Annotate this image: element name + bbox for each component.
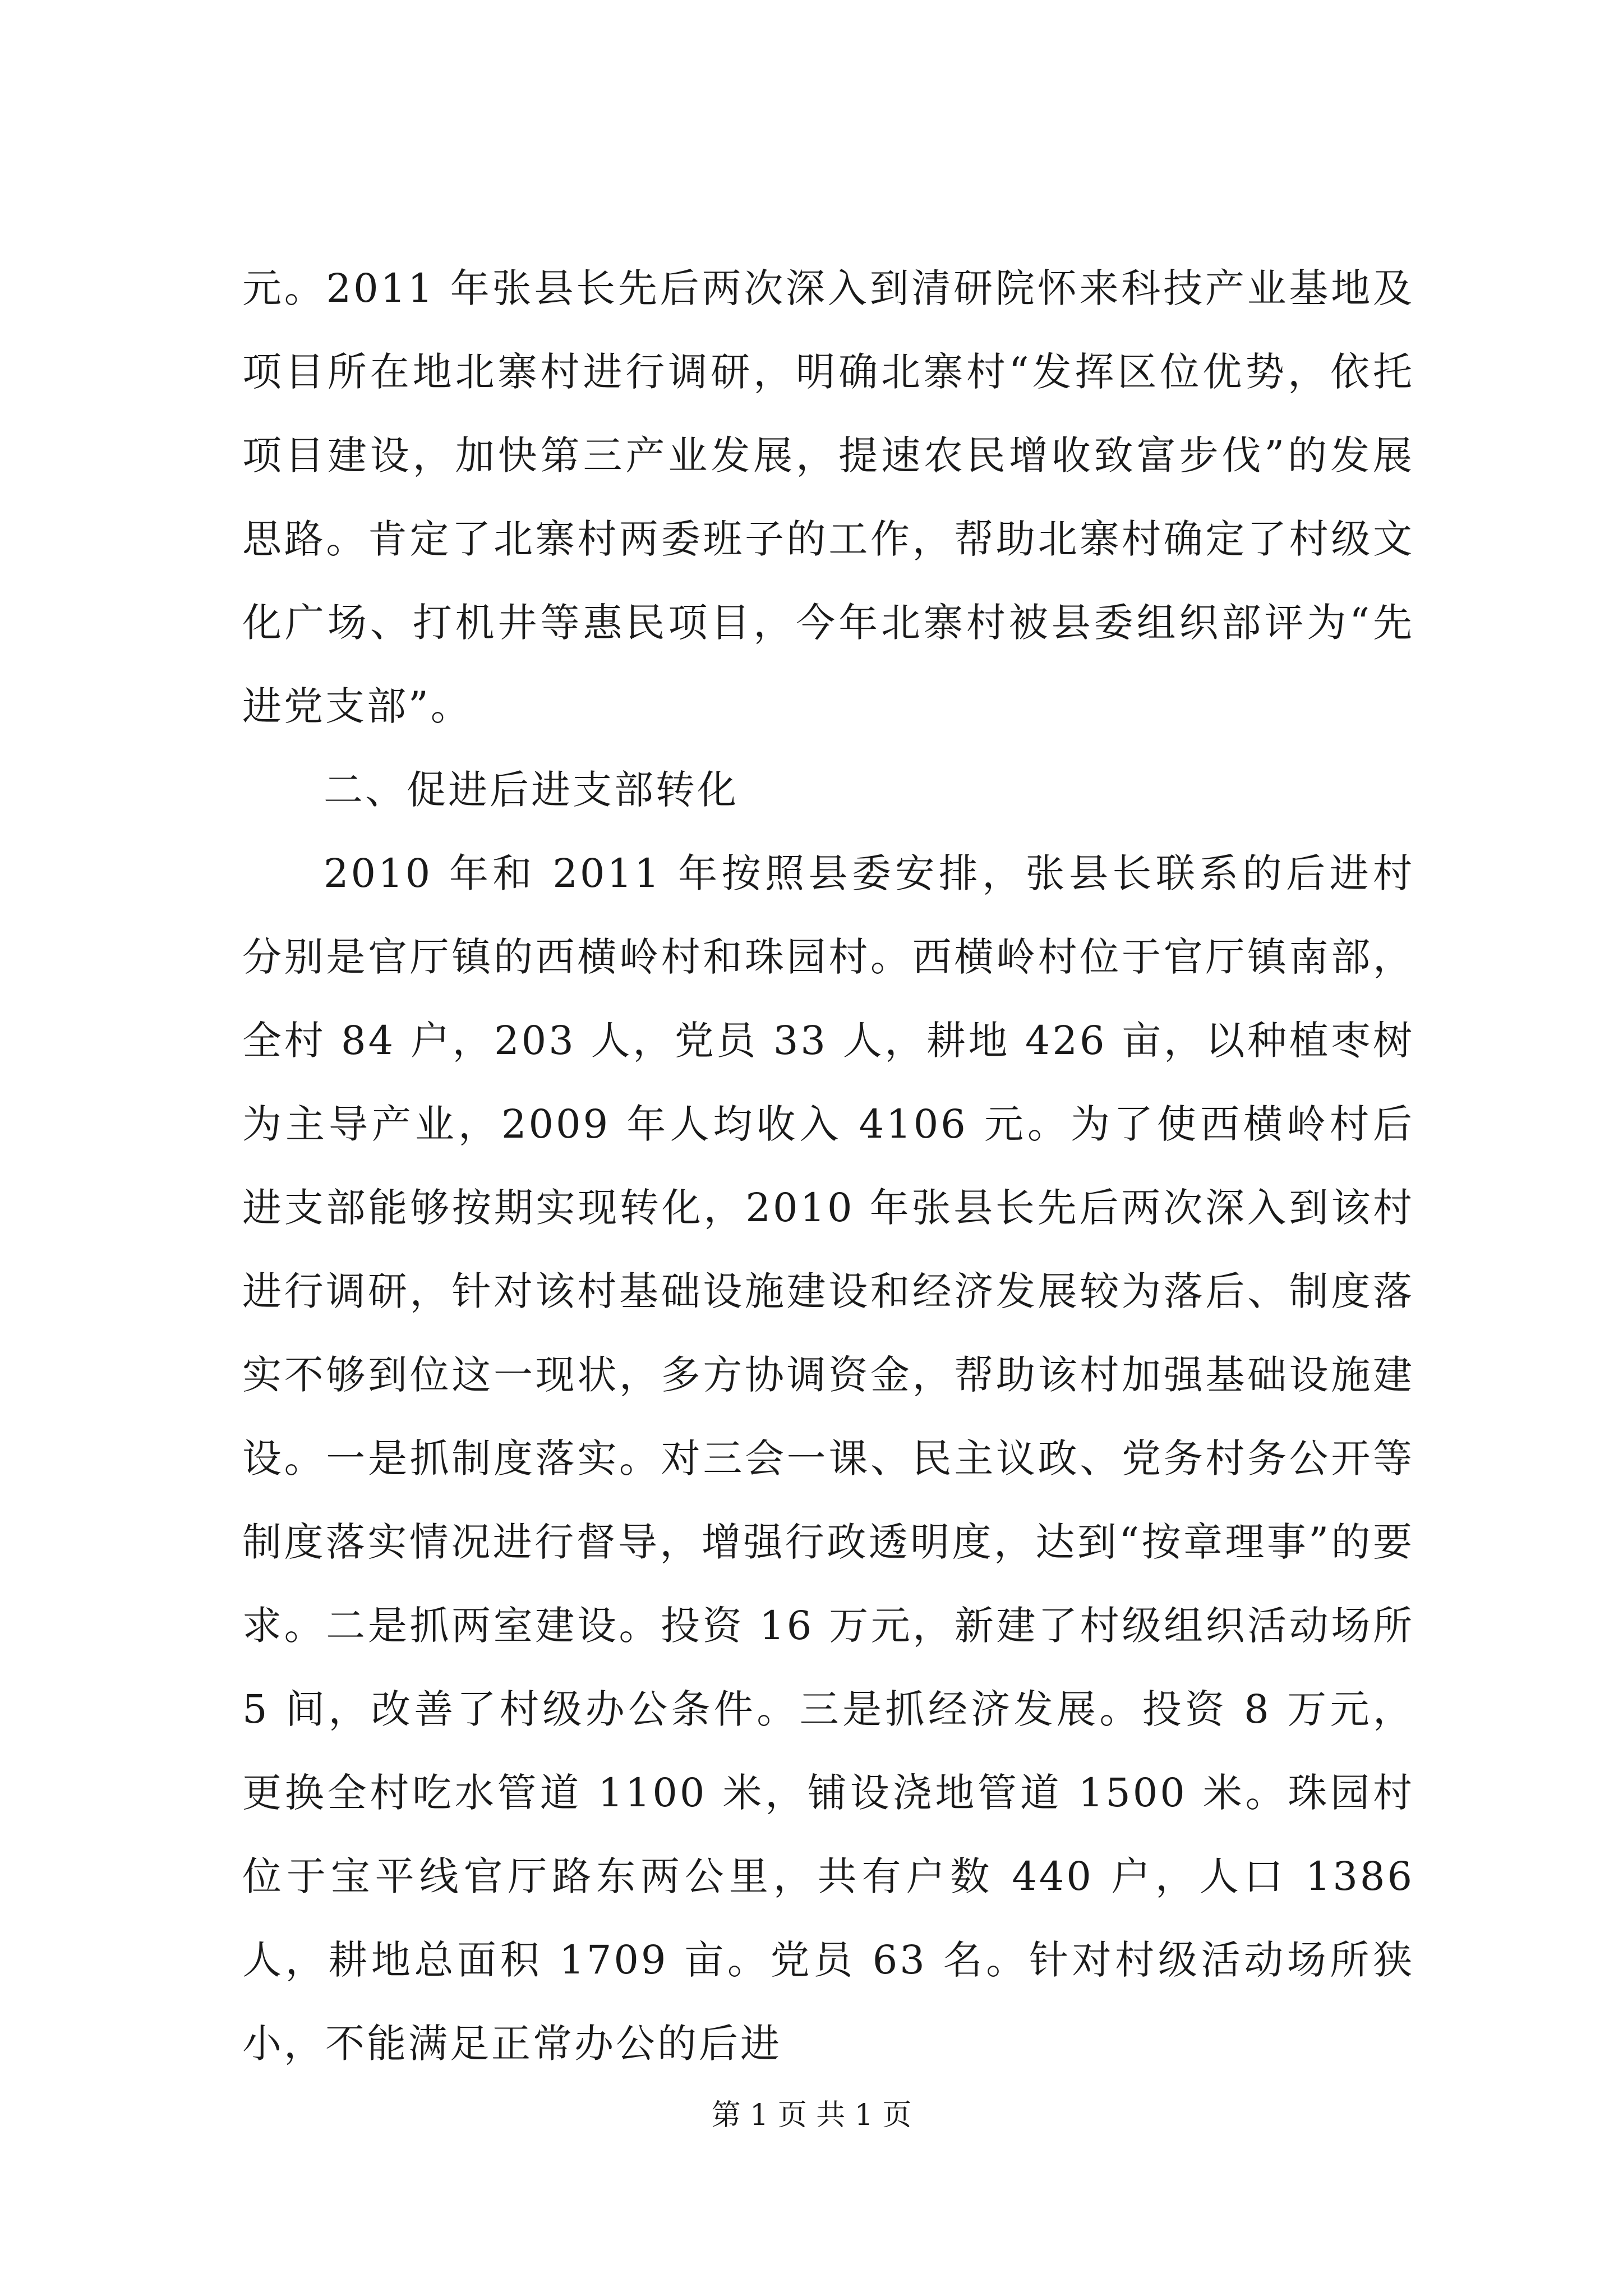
section-heading: 二、促进后进支部转化 — [324, 767, 739, 813]
paragraph-continuation: 元。2011 年张县长先后两次深入到清研院怀来科技产业基地及项目所在地北寨村进行调研，明确北寨村“发挥区位优势，依托项目建设，加快第三产业发展，提速农民增收致富步伐”的发展思路。肯定了北寨村两委班子的工作，帮助北寨村确定了村级文化广场、打机井等惠民项目，今年北寨村被县委组织部评为“先进党支部”。 — [242, 265, 1414, 729]
page-footer: 第 1 页 共 1 页 — [711, 2099, 912, 2132]
paragraph-body: 2010 年和 2011 年按照县委安排，张县长联系的后进村分别是官厅镇的西横岭村和珠园村。西横岭村位于官厅镇南部，全村 84 户，203 人，党员 33 人，耕地 426 亩，以种植枣树为主导产业，2009 年人均收入 4106 元。为了使西横岭村后进支部能够按期实现转化，2010 年张县长先后两次深入到该村进行调研，针对该村基础设施建设和经济发展较为落后、制度落实不够到位这一现状，多方协调资金，帮助该村加强基础设施建设。一是抓制度落实。对三会一课、民主议政、党务村务公开等制度落实情况进行督导，增强行政透明度，达到“按章理事”的要求。二是抓两室建设。投资 16 万元，新建了村级组织活动场所 5 间，改善了村级办公条件。三是抓经济发展。投资 8 万元，更换全村吃水管道 1100 米，铺设浇地管道 1500 米。珠园村位于宝平线官厅路东两公里，共有户数 440 户，人口 1386 人，耕地总面积 1709 亩。党员 63 名。针对村级活动场所狭小，不能满足正常办公的后进 — [242, 850, 1414, 2067]
document-body — [242, 247, 1414, 2086]
